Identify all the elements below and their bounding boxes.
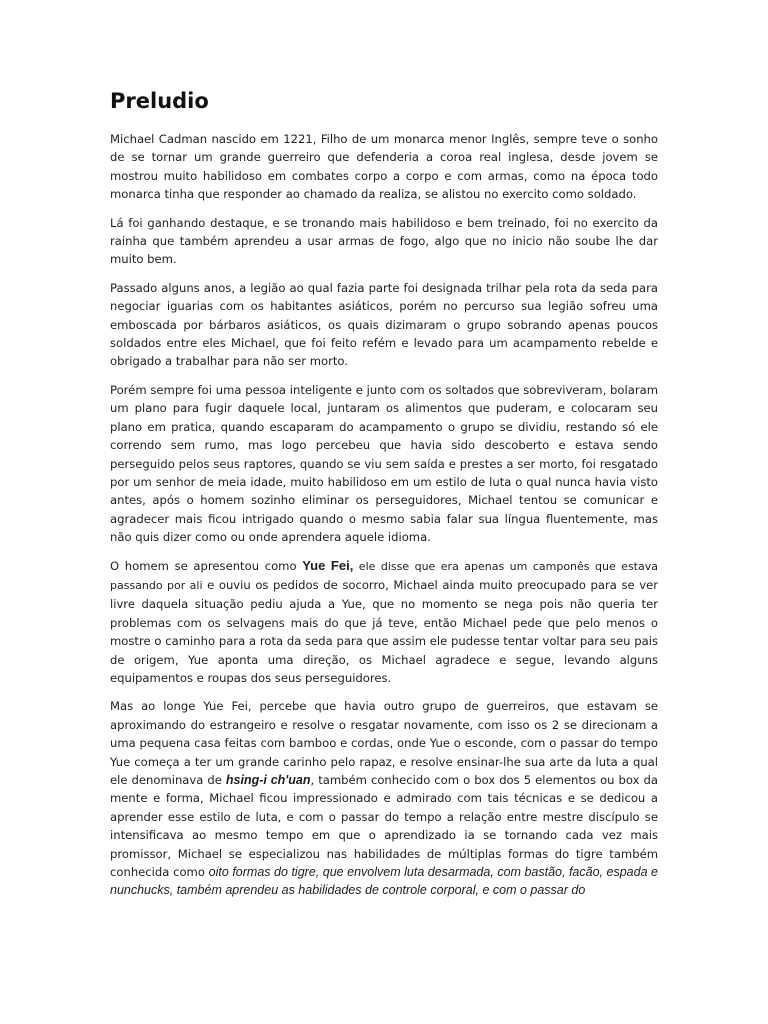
paragraph-5	[110, 557, 658, 688]
martial-style-name: hsing-i ch'uan	[225, 773, 311, 787]
paragraph-4: Porém sempre foi uma pessoa inteligente e junto com os soltados que sobreviveram, bolaram um plano para fugir daquele local, juntaram os alimentos que puderam, e colocaram seu plano em pratica, quando escaparam do acampamento o grupo se dividiu, restando só ele correndo sem rumo, mas logo percebeu que havia sido descoberto e estava sendo perseguido pelos seus raptores, quando se viu sem saída e prestes a ser morto, foi resgatado por um senhor de meia idade, muito habilidoso em um estilo de luta o qual nunca havia visto antes, após o homem sozinho eliminar os perseguidores, Michael tentou se comunicar e agradecer mais ficou intrigado quando o mesmo sabia falar sua língua fluentemente, mas não quis dizer como ou onde aprendera aquele idioma.	[110, 382, 658, 545]
paragraph-1: Michael Cadman nascido em 1221, Filho de um monarca menor Inglês, sempre teve o sonho de se tornar um grande guerreiro que defenderia a coroa real inglesa, desde jovem se mostrou muito habilidoso em combates corpo a corpo e com armas, como na época todo monarca tinha que responder ao chamado da realiza, se alistou no exercito como soldado.	[110, 132, 658, 202]
character-name: Yue Fei,	[302, 557, 354, 573]
paragraph-6-italic: oito formas do tigre, que envolvem luta desarmada, com bastão, facão, espada e nunchucks, também aprendeu as habilidades de controle corporal, e com o passar do	[110, 865, 658, 898]
paragraph-5-rest: e ouviu os pedidos de socorro, Michael ainda muito preocupado para se ver livre daquela situação pediu ajuda a Yue, que no momento se nega pois não queria ter problemas com os selvagens mais do que já teve, então Michael pede que pelo menos o mostre o caminho para a rota da seda para que assim ele pudesse tentar voltar para seu pais de origem, Yue aponta uma direção, os Michael agradece e segue, levando alguns equipamentos e roupas dos seus perseguidores.	[110, 577, 659, 685]
page-title: Preludio	[110, 89, 209, 113]
paragraph-6-intro: Mas ao longe Yue Fei, percebe que havia outro grupo de guerreiros, que estavam se aproximando do estrangeiro e resolve o resgatar novamente, com isso os 2 se direcionam a uma pequena casa feitas com bamboo e cordas, onde Yue o esconde, com o passar do tempo Yue começa a ter um grande carinho pelo rapaz, e resolve ensinar-lhe sua arte da luta a qual ele denominava de	[110, 699, 658, 787]
paragraph-5-intro: O homem se apresentou como	[110, 558, 303, 573]
paragraph-3: Passado alguns anos, a legião ao qual fazia parte foi designada trilhar pela rota da seda para negociar iguarias com os habitantes asiáticos, porém no percurso sua legião sofreu uma emboscada por bárbaros asiáticos, os quais dizimaram o grupo sobrando apenas poucos soldados entre eles Michael, que foi feito refém e levado para um acampamento rebelde e obrigado a trabalhar para não ser morto.	[110, 280, 658, 369]
paragraph-2: Lá foi ganhando destaque, e se tronando mais habilidoso e bem treinado, foi no exercito da rainha que também aprendeu a usar armas de fogo, algo que no inicio não soube lhe dar muito bem.	[110, 215, 658, 267]
paragraph-5-aside: ele disse que era apenas um camponês que estava passando por ali	[110, 559, 658, 592]
paragraph-6	[110, 697, 658, 899]
paragraph-6-middle: , também conhecido com o box dos 5 elementos ou box da mente e forma, Michael ficou impressionado e admirado com tais técnicas e se dedicou a aprender esse estilo de luta, e com o passar do tempo a relação entre mestre discípulo se intensificava ao mesmo tempo em que o aprendizado ia se tornando cada vez mais promissor, Michael se especializou nas habilidades de múltiplas formas do tigre também conhecida como	[110, 773, 658, 880]
document-body	[110, 86, 658, 910]
